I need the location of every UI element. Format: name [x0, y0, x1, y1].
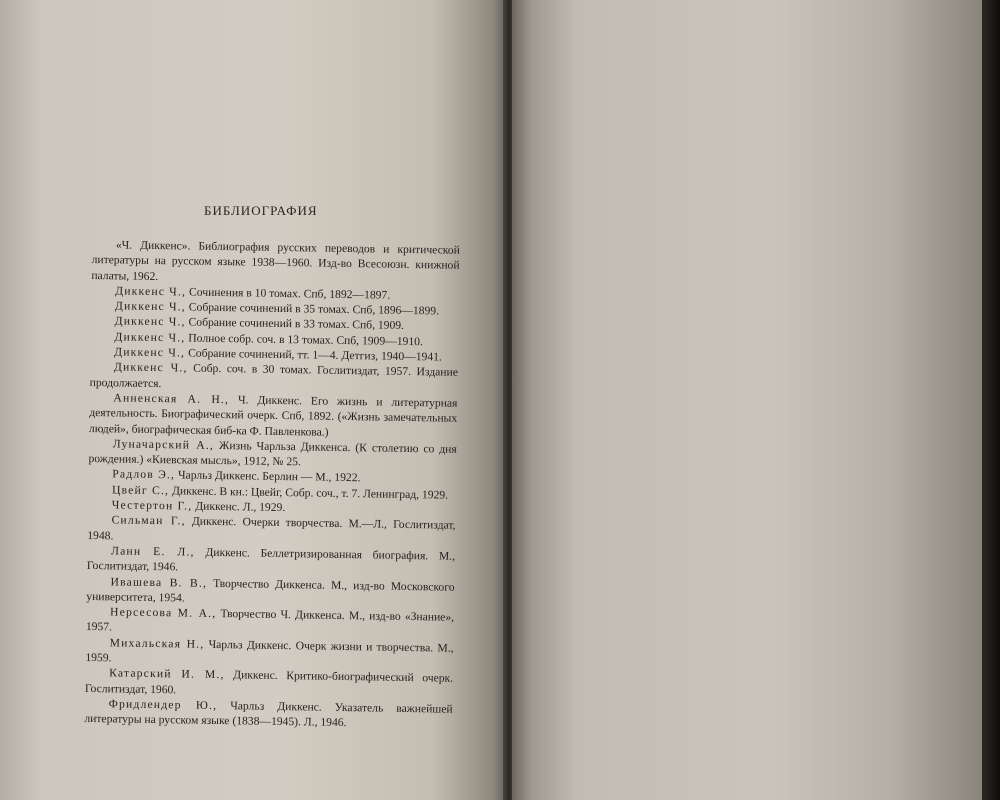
- bibliography-text: Диккенс. В кн.: Цвейг, Собр. соч., т. 7. Ленинград, 1929.: [169, 483, 449, 502]
- right-page: [512, 0, 982, 800]
- bibliography-author: Катарский И. М.,: [109, 666, 225, 682]
- bibliography-author: Михальская Н.,: [109, 636, 205, 651]
- bibliography-text: Полное собр. соч. в 13 томах. Спб, 1909—1910.: [185, 331, 423, 348]
- bibliography-author: Диккенс Ч.,: [114, 314, 186, 329]
- bibliography-text: «Ч. Диккенс». Библиография русских переводов и критической литературы на русском языке 1938—1960. Изд-во Всесоюзн. книжной палаты, 1962.: [91, 238, 460, 283]
- bibliography-text: Чарльз Диккенс. Указатель важнейшей литературы на русском языке (1838—1945). Л., 1946.: [84, 698, 453, 730]
- bibliography-author: Диккенс Ч.,: [114, 330, 186, 345]
- bibliography-author: Диккенс Ч.,: [113, 360, 188, 375]
- bibliography-author: Честертон Г.,: [111, 498, 193, 513]
- bibliography-text: Диккенс. Беллетризированная биография. М., Гослитиздат, 1946.: [86, 545, 456, 574]
- bibliography-author: Луначарский А.,: [112, 437, 215, 452]
- bibliography-author: Сильман Г.,: [111, 513, 186, 528]
- bibliography-text: Творчество Диккенса. М., изд-во Московского университета, 1954.: [86, 576, 455, 605]
- bibliography-author: Цвейг С.,: [111, 483, 170, 497]
- bibliography-author: Анненская А. Н.,: [113, 391, 230, 407]
- bibliography-text: Чарльз Диккенс. Очерк жизни и творчества. М., 1959.: [85, 637, 454, 665]
- bibliography-author: Ивашева В. В.,: [110, 574, 208, 590]
- bibliography-text: Собрание сочинений в 33 томах. Спб, 1909.: [185, 315, 405, 333]
- page-edge-shadow: [982, 0, 1000, 800]
- bibliography-text: Жизнь Чарльза Диккенса. (К столетию со дня рождения.) «Киевская мысль», 1912, № 25.: [88, 438, 457, 469]
- bibliography-author: Нерсесова М. А.,: [110, 605, 217, 621]
- bibliography-author: Диккенс Ч.,: [114, 345, 186, 360]
- bibliography-author: Фридлендер Ю.,: [108, 697, 218, 712]
- bibliography-author: Радлов Э.,: [112, 467, 176, 482]
- bibliography-text: Диккенс. Л., 1929.: [192, 499, 286, 515]
- bibliography-text: Творчество Ч. Диккенса. М., изд-во «Знание», 1957.: [85, 607, 455, 634]
- bibliography-entry: [84, 696, 452, 732]
- bibliography-text: Диккенс. Критико-биографический очерк. Гослитиздат, 1960.: [84, 668, 454, 696]
- bibliography-text: Сочинения в 10 томах. Спб, 1892—1897.: [186, 285, 391, 302]
- bibliography-text: Собр. соч. в 30 томах. Гослитиздат, 1957. Издание продолжается.: [89, 361, 459, 390]
- bibliography-text: Собрание сочинений в 35 томах. Спб, 1896—1899.: [185, 300, 440, 318]
- bibliography-heading: БИБЛИОГРАФИЯ: [204, 203, 318, 218]
- bibliography-author: Диккенс Ч.,: [114, 299, 187, 314]
- bibliography-text: Ч. Диккенс. Его жизнь и литературная деятельность. Биографический очерк. Спб, 1892. («Жизнь замечательных людей», биографическая биб-ка Ф. Павленкова.): [88, 393, 458, 439]
- bibliography-author: Ланн Е. Л.,: [110, 544, 195, 559]
- bibliography-text: Собрание сочинений, тт. 1—4. Детгиз, 1940—1941.: [185, 346, 442, 364]
- bibliography-author: Диккенс Ч.,: [115, 284, 187, 299]
- bibliography-entry: [91, 237, 460, 289]
- bibliography-entry: [89, 390, 458, 442]
- bibliography-text: Чарльз Диккенс. Берлин — М., 1922.: [175, 468, 361, 485]
- bibliography-list: [84, 237, 460, 732]
- bibliography-text: Диккенс. Очерки творчества. М.—Л., Гослитиздат, 1948.: [87, 514, 456, 543]
